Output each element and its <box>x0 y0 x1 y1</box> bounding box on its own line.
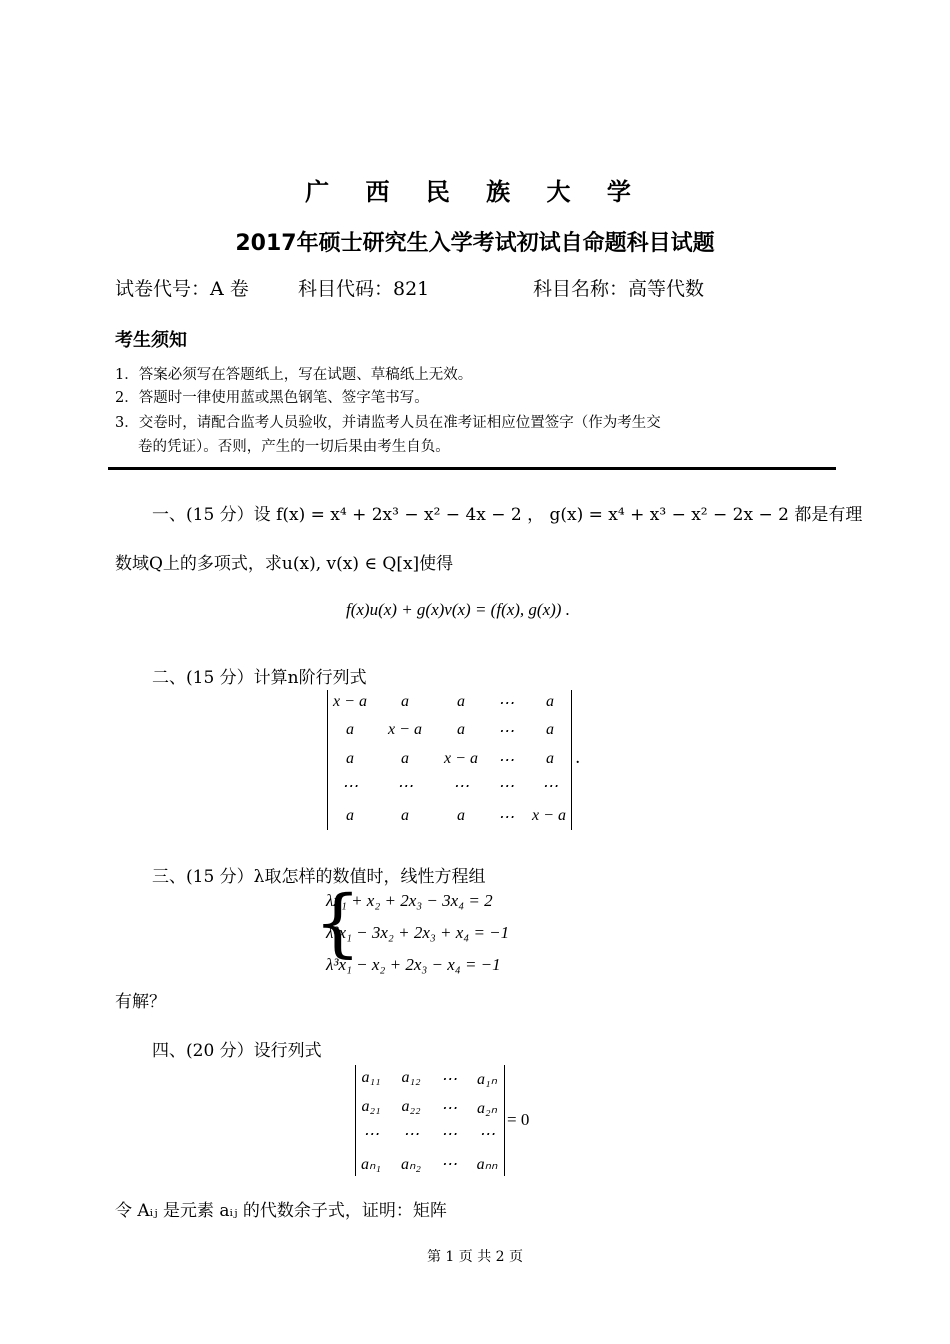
q4-cell: a₂ₙ <box>477 1100 497 1117</box>
q4-cell: ⋯ <box>441 1126 457 1143</box>
q4-determinant <box>355 1065 505 1176</box>
notice-title: 考生须知 <box>115 330 187 351</box>
q2-cell: a <box>401 693 409 710</box>
notice-item-3: 3．交卷时，请配合监考人员验收，并请监考人员在准考证相应位置签字（作为考生交 <box>115 415 661 431</box>
q4-cell: aₙ₂ <box>401 1156 421 1173</box>
q2-cell: x − a <box>388 721 422 738</box>
q4-cell: a₂₁ <box>361 1098 381 1115</box>
q2-cell: a <box>401 750 409 767</box>
q4-cell: a₁ₙ <box>477 1071 497 1088</box>
q4-equals: = 0 <box>507 1110 530 1129</box>
q2-cell: a <box>346 750 354 767</box>
q4-cell: aₙₙ <box>476 1156 498 1173</box>
q2-cell: ⋯ <box>498 723 514 740</box>
q2-cell: a <box>346 807 354 824</box>
q2-cell: a <box>457 807 465 824</box>
q2-cell: a <box>457 721 465 738</box>
notice-item-1: 1．答案必须写在答题纸上，写在试题、草稿纸上无效。 <box>115 367 473 383</box>
q2-cell: ⋯ <box>397 778 413 795</box>
q2-cell: a <box>546 721 554 738</box>
q2-cell: a <box>546 750 554 767</box>
page-footer: 第 1 页 共 2 页 <box>426 1249 524 1265</box>
q4-line1: 四、(20 分）设行列式 <box>152 1041 322 1061</box>
q3-brace: { <box>314 880 362 966</box>
q1-line1: 一、(15 分）设 f(x) = x⁴ + 2x³ − x² − 4x − 2 ， g(x) = x⁴ + x³ − x² − 2x − 2 都是有理 <box>152 505 863 525</box>
q2-cell: ⋯ <box>542 778 558 795</box>
q3-tail: 有解？ <box>115 992 166 1012</box>
q2-cell: x − a <box>333 693 367 710</box>
q2-cell: a <box>546 693 554 710</box>
q4-cell: a₁₂ <box>401 1069 421 1086</box>
exam-title: 2017年硕士研究生入学考试初试自命题科目试题 <box>235 231 715 256</box>
q2-cell: ⋯ <box>498 809 514 826</box>
q3-eq-2: λ²x₁ − 3x₂ + 2x₃ + x₄ = −1 <box>326 923 510 942</box>
q2-cell: x − a <box>532 807 566 824</box>
q2-cell: ⋯ <box>342 778 358 795</box>
q2-cell: x − a <box>444 750 478 767</box>
paper-code: 试卷代号：A 卷 <box>115 278 249 300</box>
q2-cell: a <box>401 807 409 824</box>
q2-cell: ⋯ <box>498 752 514 769</box>
q4-tail: 令 Aᵢⱼ 是元素 aᵢⱼ 的代数余子式，证明：矩阵 <box>115 1201 447 1221</box>
notice-item-2: 2．答题时一律使用蓝或黑色钢笔、签字笔书写。 <box>115 390 429 406</box>
q1-line2: 数域Q上的多项式，求u(x), v(x) ∈ Q[x]使得 <box>115 554 454 574</box>
q2-cell: ⋯ <box>498 695 514 712</box>
q4-cell: ⋯ <box>479 1126 495 1143</box>
q1-formula: f(x)u(x) + g(x)v(x) = (f(x), g(x)) . <box>346 600 570 619</box>
q2-cell: a <box>457 693 465 710</box>
q4-cell: ⋯ <box>441 1071 457 1088</box>
q2-determinant <box>327 690 572 830</box>
notice-item-3-cont: 卷的凭证）。否则，产生的一切后果由考生自负。 <box>138 439 450 455</box>
q4-cell: ⋯ <box>441 1156 457 1173</box>
divider <box>108 467 836 470</box>
subject-name: 科目名称：高等代数 <box>533 278 705 300</box>
q2-cell: ⋯ <box>498 778 514 795</box>
university-name: 广 西 民 族 大 学 <box>305 178 645 206</box>
q4-cell: a₂₂ <box>401 1098 421 1115</box>
q4-cell: ⋯ <box>403 1126 419 1143</box>
q2-cell: a <box>346 721 354 738</box>
q4-cell: a₁₁ <box>361 1069 381 1086</box>
q2-line1: 二、(15 分）计算n阶行列式 <box>152 668 367 688</box>
q3-line1: 三、(15 分）λ取怎样的数值时，线性方程组 <box>152 867 486 887</box>
q4-cell: ⋯ <box>441 1100 457 1117</box>
q3-eq-1: λx₁ + x₂ + 2x₃ − 3x₄ = 2 <box>326 891 493 910</box>
q3-eq-3: λ³x₁ − x₂ + 2x₃ − x₄ = −1 <box>326 955 501 974</box>
subject-code: 科目代码：821 <box>298 278 430 300</box>
q4-cell: ⋯ <box>363 1126 379 1143</box>
q2-cell: ⋯ <box>453 778 469 795</box>
q2-period: . <box>575 748 581 768</box>
q4-cell: aₙ₁ <box>361 1156 381 1173</box>
